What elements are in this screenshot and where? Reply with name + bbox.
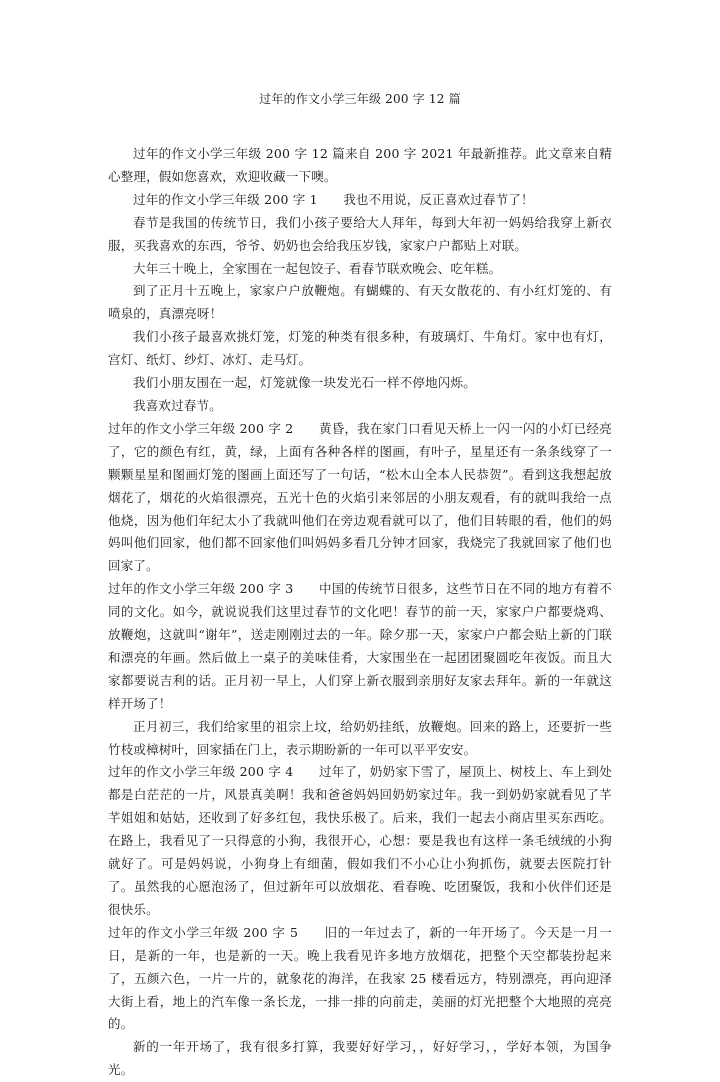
paragraph: 过年的作文小学三年级 200 字 3 中国的传统节日很多，这些节日在不同的地方有着不同的文化。如今，就说说我们这里过春节的文化吧！春节的前一天，家家户户都要烧鸡、放鞭炮，这就叫“谢年”，送走刚刚过去的一年。除夕那一天，家家户户都会贴上新的门联和漂亮的年画。然后做上一桌子的美味佳肴，大家围坐在一起团团聚圆吃年夜饭。而且大家都要说吉利的话。正月初一早上，人们穿上新衣服到亲朋好友家去拜年。新的一年就这样开场了！ (108, 581, 612, 711)
document-title: 过年的作文小学三年级 200 字 12 篇 (259, 92, 461, 106)
paragraph: 我喜欢过春节。 (133, 397, 222, 413)
paragraph: 我们小朋友围在一起，灯笼就像一块发光石一样不停地闪烁。 (133, 375, 476, 391)
paragraph: 正月初三，我们给家里的祖宗上坟，给奶奶挂纸，放鞭炮。回来的路上，还要折一些竹枝或樟树叶，回家插在门上，表示期盼新的一年可以平平安安。 (108, 718, 612, 757)
paragraph: 到了正月十五晚上，家家户户放鞭炮。有蝴蝶的、有天女散花的、有小红灯笼的、有喷泉的，真漂亮呀！ (108, 283, 612, 322)
paragraph: 过年的作文小学三年级 200 字 5 旧的一年过去了，新的一年开场了。今天是一月一日，是新的一年，也是新的一天。晚上我看见许多地方放烟花，把整个天空都装扮起来了，五颜六色，一片一片的，就象花的海洋，在我家 25 楼看远方，特别漂亮，再向迎泽大街上看，地上的汽车像一条长龙，一排一排的向前走，美丽的灯光把整个大地照的亮亮的。 (108, 924, 612, 1032)
paragraph: 大年三十晚上，全家围在一起包饺子、看春节联欢晚会、吃年糕。 (133, 260, 502, 276)
paragraph: 我们小孩子最喜欢挑灯笼，灯笼的种类有很多种，有玻璃灯、牛角灯。家中也有灯，宫灯、纸灯、纱灯、冰灯、走马灯。 (108, 329, 612, 368)
paragraph: 过年的作文小学三年级 200 字 1 我也不用说，反正喜欢过春节了！ (133, 191, 534, 207)
paragraph: 过年的作文小学三年级 200 字 4 过年了，奶奶家下雪了，屋顶上、树枝上、车上到处都是白茫茫的一片，风景真美啊！我和爸爸妈妈回奶奶家过年。我一到奶奶家就看见了芊芊姐姐和姑姑，还收到了好多红包，我快乐极了。后来，我们一起去小商店里买东西吃。在路上，我看见了一只得意的小狗，我很开心，心想：要是我也有这样一条毛绒绒的小狗就好了。可是妈妈说，小狗身上有细菌，假如我们不小心让小狗抓伤，就要去医院打针了。虽然我的心愿泡汤了，但过新年可以放烟花、看春晚、吃团聚饭，我和小伙伴们还是很快乐。 (108, 764, 612, 917)
paragraph: 过年的作文小学三年级 200 字 2 黄昏，我在家门口看见天桥上一闪一闪的小灯已经亮了，它的颜色有红，黄，绿，上面有各种各样的图画，有叶子，星星还有一条条线穿了一颗颗星星和图画灯笼的图画上面还写了一句话，“松木山全本人民恭贺”。看到这我想起放烟花了，烟花的火焰很漂亮，五光十色的火焰引来邻居的小朋友观看，有的就叫我给一点他烧，因为他们年纪太小了我就叫他们在旁边观看就可以了，他们目转眼的看，他们的妈妈叫他们回家，他们都不回家他们叫妈妈多看几分钟才回家，我烧完了我就回家了他们也回家了。 (108, 420, 612, 574)
paragraph: 过年的作文小学三年级 200 字 12 篇来自 200 字 2021 年最新推荐。此文章来自精心整理，假如您喜欢，欢迎收藏一下噢。 (108, 146, 612, 184)
paragraph: 新的一年开场了，我有很多打算，我要好好学习，，好好学习，，学好本领，为国争光。 (108, 1039, 612, 1078)
document-body (108, 143, 612, 1082)
paragraph: 春节是我国的传统节日，我们小孩子要给大人拜年，每到大年初一妈妈给我穿上新衣服，买我喜欢的东西，爷爷、奶奶也会给我压岁钱，家家户户都贴上对联。 (108, 214, 612, 253)
